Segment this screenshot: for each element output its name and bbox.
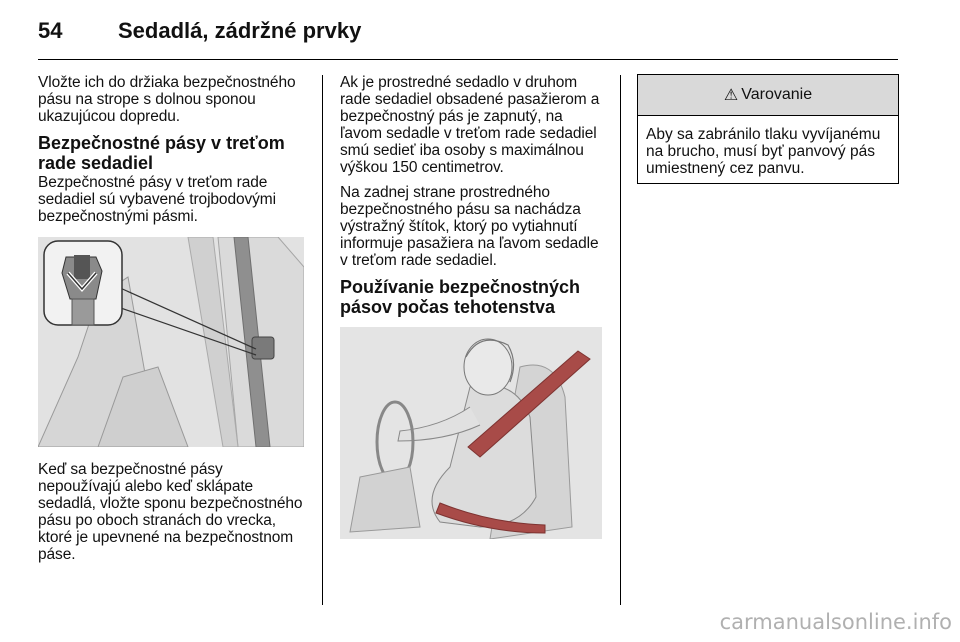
warning-box [637,74,899,184]
warning-text: Aby sa zabránilo tlaku vyvíjanému na brucho, musí byť panvový pás umiestnený cez panvu. [646,126,881,177]
section-heading-pregnancy: Používanie bezpečnostných pásov počas tehotenstva [340,277,581,317]
pregnancy-seat-belt-illustration [340,327,602,539]
watermark: carmanualsonline.info [719,610,952,634]
warning-triangle-icon: ⚠ [723,87,739,104]
third-row-paragraph: Bezpečnostné pásy v treťom rade sedadiel sú vybavené trojbodovými bezpečnostnými pásmi. [38,174,276,225]
middle-seat-paragraph: Ak je prostredné sedadlo v druhom rade sedadiel obsadené pasažierom a bezpečnostný pás je zapnutý, na ľavom sedadle v treťom rade sedadiel smú sedieť iba osoby s maximálnou výškou 150 centimetrov. [340,74,600,176]
header-divider [38,59,898,60]
column-right [637,74,900,184]
column-divider-left [322,75,323,605]
storage-paragraph: Keď sa bezpečnostné pásy nepoužívajú alebo keď sklápate sedadlá, vložte sponu bezpečnostného pásu po oboch stranách do vrecka, ktoré je upevnené na bezpečnostnom páse. [38,461,303,563]
column-divider-right [620,75,621,605]
page-title: Sedadlá, zádržné prvky [118,18,362,43]
intro-paragraph: Vložte ich do držiaka bezpečnostného pásu na strope s dolnou sponou ukazujúcou dopredu. [38,74,296,125]
section-heading-third-row: Bezpečnostné pásy v treťom rade sedadiel [38,133,285,173]
column-left [38,74,306,571]
warning-header [638,75,898,116]
warning-title: Varovanie [741,86,813,103]
page-number: 54 [38,18,63,43]
seat-belt-holder-illustration [38,237,304,447]
warning-label-paragraph: Na zadnej strane prostredného bezpečnostného pásu sa nachádza výstražný štítok, ktorý po vytiahnutí informuje pasažiera na ľavom sedadle v treťom rade sedadiel. [340,184,599,269]
page-header [0,0,960,64]
column-middle [340,74,606,539]
